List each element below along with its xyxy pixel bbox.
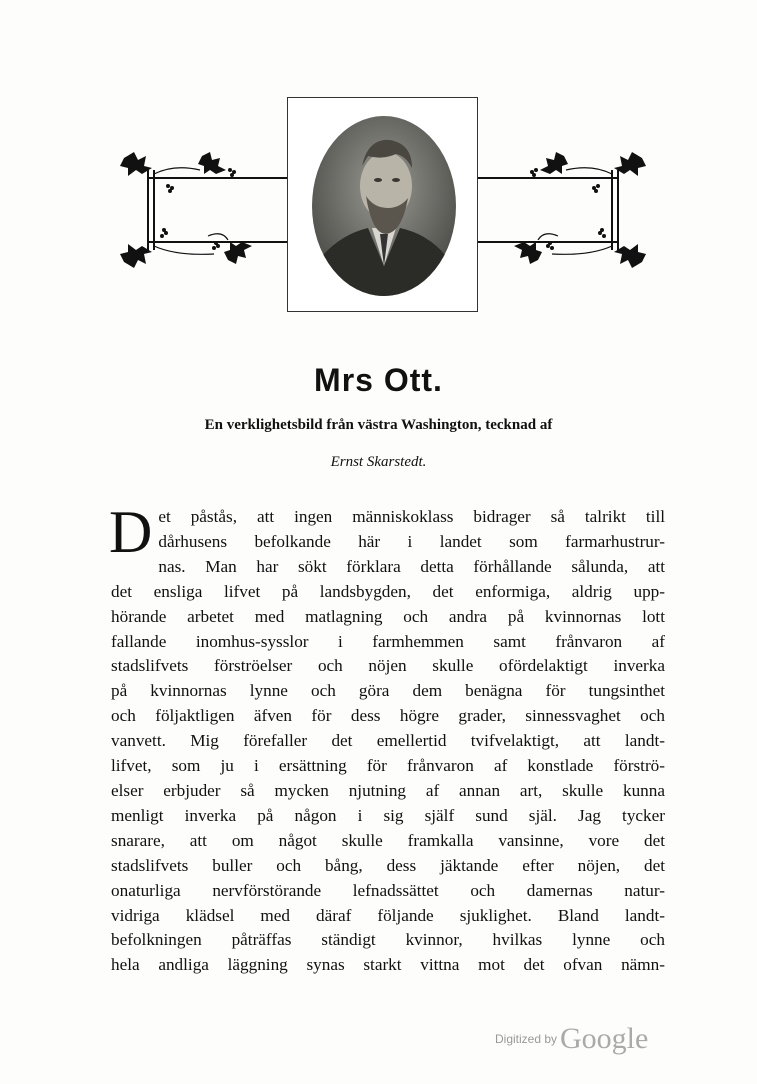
body-line: stadslifvets buller och bång, dess jäktande efter nöjen, det: [111, 855, 665, 875]
body-line: vanvett. Mig förefaller det emellertid tvifvelaktigt, att landt-: [111, 731, 665, 751]
body-line: och följaktligen äfven för dess högre grader, sinnessvaghet och: [111, 706, 665, 726]
body-line: snarare, att om något skulle framkalla vansinne, vore det: [111, 830, 665, 850]
body-line: fallande inomhus-sysslor i farmhemmen samt frånvaron af: [111, 631, 665, 651]
body-line: befolkningen påträffas ständigt kvinnor, hvilkas lynne och: [111, 930, 665, 950]
article-title: Mrs Ott.: [314, 362, 443, 398]
body-line: på kvinnornas lynne och göra dem benägna för tungsinthet: [111, 681, 665, 701]
article-author: Ernst Skarstedt.: [330, 454, 427, 470]
body-line: vidriga klädsel med däraf följande sjuklighet. Bland landt-: [111, 905, 665, 925]
body-line: et påstås, att ingen människoklass bidrager så talrikt till: [158, 507, 665, 526]
portrait-frame: [287, 97, 478, 312]
body-line: menligt inverka på någon i sig själf sund själ. Jag tycker: [111, 805, 665, 825]
body-line: stadslifvets förströelser och nöjen skulle ofördelaktigt inverka: [111, 656, 665, 676]
body-line: det ensliga lifvet på landsbygden, det enformiga, aldrig upp-: [111, 581, 665, 601]
body-line: elser erbjuder så mycken njutning af annan art, skulle kunna: [111, 780, 665, 800]
body-line: lifvet, som ju i ersättning för frånvaron af konstlade förströ-: [111, 756, 665, 776]
body-line: onaturliga nervförstörande lefnadssättet och damernas natur-: [111, 880, 665, 900]
article-body: [109, 499, 665, 978]
body-line: dårhusens befolkande här i landet som farmarhustrur-: [158, 531, 665, 551]
portrait-photo: [312, 116, 456, 296]
digitized-by-label: Digitized by: [495, 1032, 558, 1046]
body-line: hörande arbetet med matlagning och andra på kvinnornas lott: [111, 606, 665, 626]
body-line: nas. Man har sökt förklara detta förhållande sålunda, att: [158, 556, 665, 576]
vine-ornament-left-icon: [118, 150, 290, 270]
drop-cap: D: [109, 499, 153, 565]
article-subtitle: En verklighetsbild från västra Washington, tecknad af: [204, 417, 553, 433]
vine-ornament-right-icon: [476, 150, 648, 270]
body-line: hela andliga läggning synas starkt vittna mot det ofvan nämn-: [111, 955, 665, 975]
google-watermark: Google: [560, 1022, 649, 1055]
